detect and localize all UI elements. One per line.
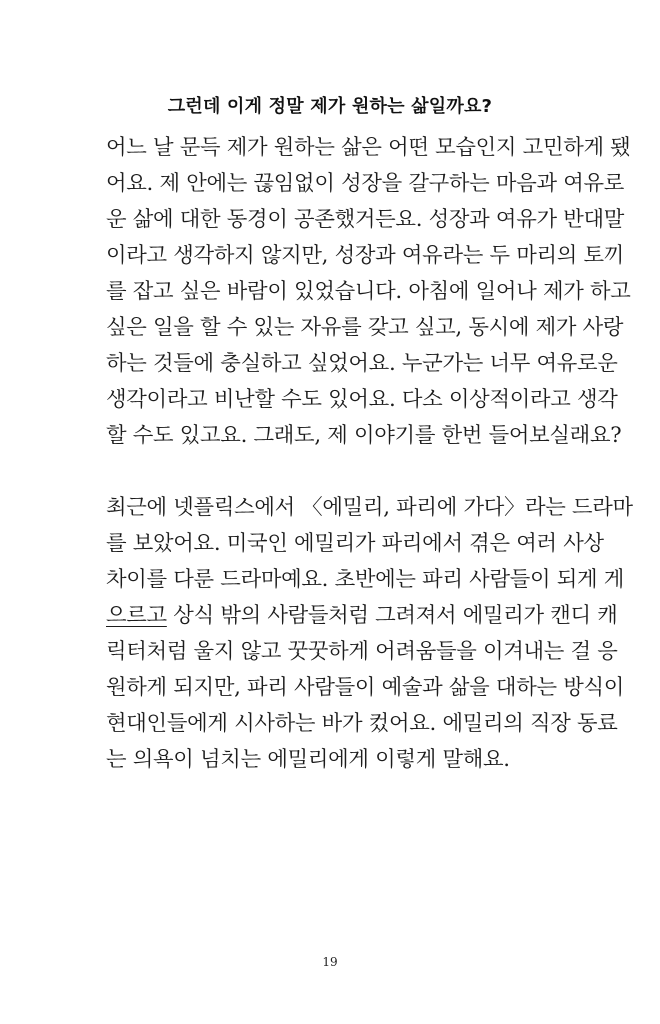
text-line: 생각이라고 비난할 수도 있어요. 다소 이상적이라고 생각: [106, 387, 618, 412]
text-line: 운 삶에 대한 동경이 공존했거든요. 성장과 여유가 반대말: [106, 207, 625, 232]
text-segment: 상식 밖의 사람들처럼 그려져서 에밀리가 캔디 캐: [166, 603, 618, 628]
text-line: 할 수도 있고요. 그래도, 제 이야기를 한번 들어보실래요?: [106, 423, 622, 448]
text-line: 는 의욕이 넘치는 에밀리에게 이렇게 말해요.: [106, 747, 510, 772]
text-line: 를 보았어요. 미국인 에밀리가 파리에서 겪은 여러 사상: [106, 531, 604, 556]
text-line: 어요. 제 안에는 끊임없이 성장을 갈구하는 마음과 여유로: [106, 171, 625, 196]
text-line: 하는 것들에 충실하고 싶었어요. 누군가는 너무 여유로운: [106, 351, 618, 376]
paragraph-2: [106, 490, 633, 778]
underlined-text: 으르고: [106, 603, 167, 628]
text-line: 어느 날 문득 제가 원하는 삶은 어떤 모습인지 고민하게 됐: [106, 135, 631, 160]
text-line: 차이를 다룬 드라마예요. 초반에는 파리 사람들이 되게 게: [106, 567, 625, 592]
page-number: 19: [322, 955, 338, 969]
text-line: 릭터처럼 울지 않고 꿋꿋하게 어려움들을 이겨내는 걸 응: [106, 639, 618, 664]
text-line: 싶은 일을 할 수 있는 자유를 갖고 싶고, 동시에 제가 사랑: [106, 315, 624, 340]
paragraph-1: [106, 130, 631, 454]
text-line: 원하게 되지만, 파리 사람들이 예술과 삶을 대하는 방식이: [106, 675, 625, 700]
text-line-with-underline: [106, 598, 618, 634]
text-line: 를 잡고 싶은 바람이 있었습니다. 아침에 일어나 제가 하고: [106, 279, 631, 304]
text-line: 최근에 넷플릭스에서 〈에밀리, 파리에 가다〉라는 드라마: [106, 495, 633, 520]
section-title: 그런데 이게 정말 제가 원하는 삶일까요?: [167, 96, 493, 117]
text-line: 이라고 생각하지 않지만, 성장과 여유라는 두 마리의 토끼: [106, 243, 625, 268]
text-line: 현대인들에게 시사하는 바가 컸어요. 에밀리의 직장 동료: [106, 711, 618, 736]
